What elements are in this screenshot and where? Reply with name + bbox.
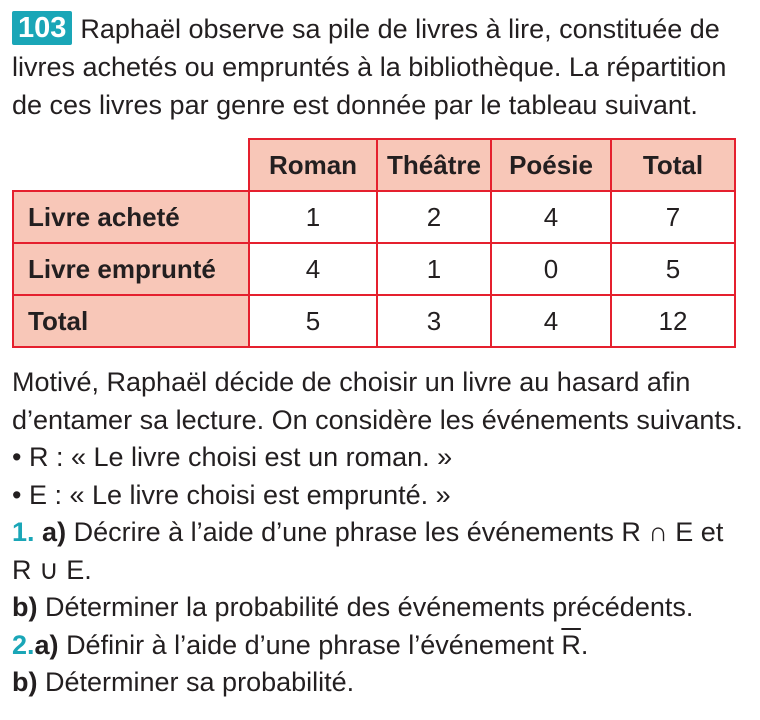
table-corner xyxy=(13,139,249,191)
subquestion-label: a) xyxy=(42,517,67,547)
col-header: Théâtre xyxy=(377,139,491,191)
table-cell: 12 xyxy=(611,295,735,347)
question-2b xyxy=(12,664,748,702)
table-row xyxy=(13,243,735,295)
question-text: Décrire à l’aide d’une phrase les événements R ∩ E et R ∪ E. xyxy=(12,517,724,585)
subquestion-label: b) xyxy=(12,592,38,622)
event-e: • E : « Le livre choisi est emprunté. » xyxy=(12,479,451,510)
table-cell: 2 xyxy=(377,191,491,243)
question-text: Définir à l’aide d’une phrase l’événement xyxy=(66,629,562,660)
table-cell: 5 xyxy=(249,295,377,347)
genre-table xyxy=(12,138,736,348)
question-end: . xyxy=(580,629,589,660)
complement-symbol: $\overline{R}$ xyxy=(561,629,581,660)
table-cell: 4 xyxy=(249,243,377,295)
question-1b xyxy=(12,589,748,627)
table-row xyxy=(13,191,735,243)
question-1a xyxy=(12,514,748,589)
question-number: 1. xyxy=(12,517,35,547)
question-number: 2. xyxy=(12,629,35,660)
table-cell: 1 xyxy=(377,243,491,295)
table-cell: 5 xyxy=(611,243,735,295)
exercise-body xyxy=(12,364,748,702)
row-header: Livre emprunté xyxy=(13,243,249,295)
context-paragraph: Motivé, Raphaël décide de choisir un livre au hasard afin d’entamer sa lecture. On considère les événements suivants. xyxy=(12,367,743,435)
question-text: Déterminer la probabilité des événements précédents. xyxy=(45,592,694,622)
exercise-number-badge: 103 xyxy=(12,11,72,45)
col-header: Total xyxy=(611,139,735,191)
table-cell: 4 xyxy=(491,191,611,243)
table-cell: 4 xyxy=(491,295,611,347)
row-header: Total xyxy=(13,295,249,347)
subquestion-label: a) xyxy=(34,629,59,660)
question-2a xyxy=(12,627,748,665)
table-row xyxy=(13,295,735,347)
table-cell: 7 xyxy=(611,191,735,243)
question-text: Déterminer sa probabilité. xyxy=(45,667,355,697)
event-r: • R : « Le livre choisi est un roman. » xyxy=(12,442,453,472)
row-header: Livre acheté xyxy=(13,191,249,243)
col-header: Roman xyxy=(249,139,377,191)
table-header-row xyxy=(13,139,735,191)
subquestion-label: b) xyxy=(12,667,38,697)
table-cell: 1 xyxy=(249,191,377,243)
table-cell: 3 xyxy=(377,295,491,347)
col-header: Poésie xyxy=(491,139,611,191)
intro-text: Raphaël observe sa pile de livres à lire, constituée de livres achetés ou empruntés à la bibliothèque. La répartition de ces livres par genre est donnée par le tableau suivant. xyxy=(12,14,727,120)
exercise-intro xyxy=(12,10,748,124)
table-cell: 0 xyxy=(491,243,611,295)
exercise xyxy=(12,10,748,697)
